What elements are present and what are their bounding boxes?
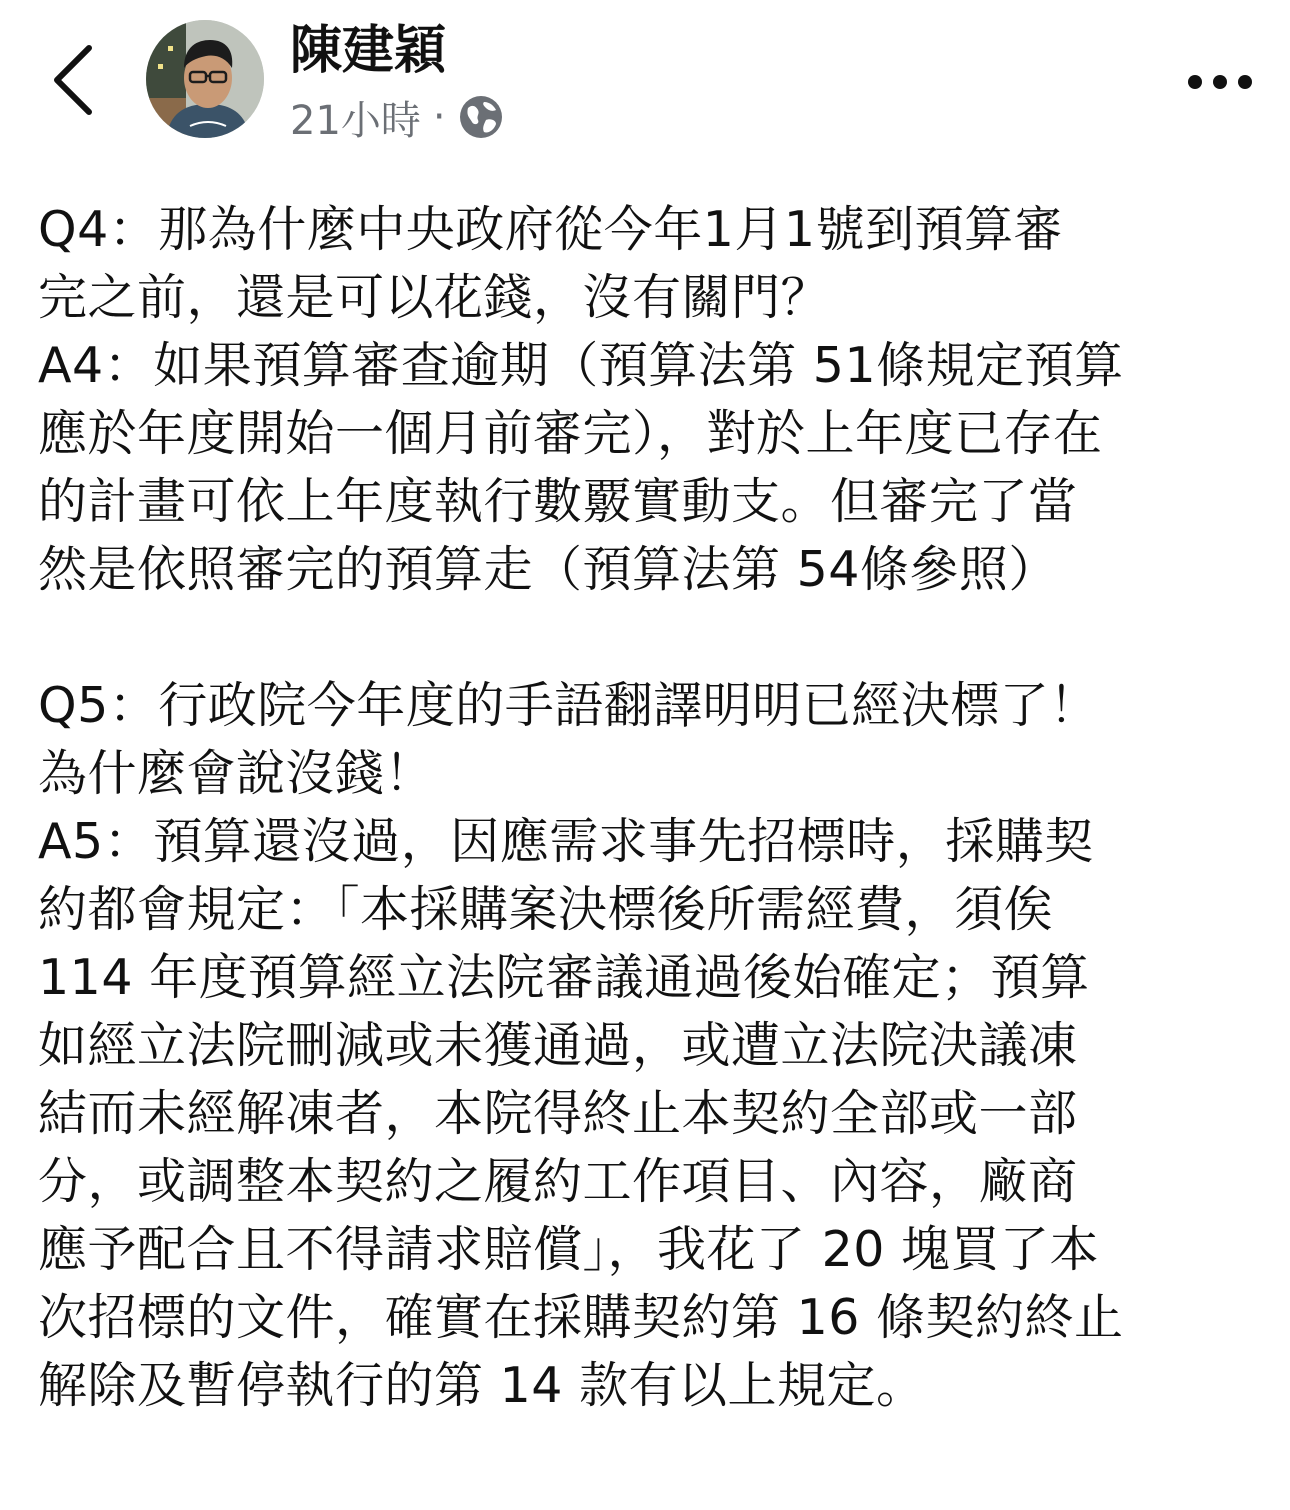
text-line: 為什麼會說沒錢！ bbox=[38, 745, 435, 802]
post-body bbox=[38, 196, 1268, 1420]
globe-icon bbox=[458, 94, 504, 140]
chevron-left-icon bbox=[51, 44, 95, 116]
post-timestamp[interactable]: 21小時 bbox=[290, 97, 421, 144]
answer-5 bbox=[38, 808, 1268, 1420]
text-line: 次招標的文件，確實在採購契約第 16 條契約終止 bbox=[38, 1289, 1124, 1346]
text-line: 114 年度預算經立法院審議通過後始確定；預算 bbox=[38, 949, 1090, 1006]
question-4 bbox=[38, 196, 1268, 332]
profile-photo bbox=[146, 20, 264, 138]
author-name[interactable]: 陳建穎 bbox=[290, 21, 447, 81]
text-line: 完之前，還是可以花錢，沒有關門？ bbox=[38, 269, 831, 326]
answer-4 bbox=[38, 332, 1268, 604]
text-line: 應予配合且不得請求賠償」，我花了 20 塊買了本 bbox=[38, 1221, 1100, 1278]
meta-separator: · bbox=[432, 94, 446, 140]
text-line: A5：預算還沒過，因應需求事先招標時，採購契 bbox=[38, 813, 1094, 870]
post-header bbox=[0, 0, 1290, 160]
text-line: Q5：行政院今年度的手語翻譯明明已經決標了！ bbox=[38, 677, 1099, 734]
text-line: 應於年度開始一個月前審完），對於上年度已存在 bbox=[38, 405, 1103, 462]
post-meta bbox=[290, 88, 504, 146]
text-line: 解除及暫停執行的第 14 款有以上規定。 bbox=[38, 1357, 926, 1414]
text-line: Q4：那為什麼中央政府從今年1月1號到預算審 bbox=[38, 201, 1064, 258]
more-horizontal-icon bbox=[1187, 74, 1253, 90]
text-line: 結而未經解凍者，本院得終止本契約全部或一部 bbox=[38, 1085, 1078, 1142]
text-line: 約都會規定：「本採購案決標後所需經費，須俟 bbox=[38, 881, 1054, 938]
more-options-button[interactable] bbox=[1180, 56, 1260, 108]
question-5 bbox=[38, 672, 1268, 808]
text-line: 然是依照審完的預算走（預算法第 54條參照） bbox=[38, 541, 1058, 598]
back-button[interactable] bbox=[40, 40, 106, 120]
text-line: 分，或調整本契約之履約工作項目、內容，廠商 bbox=[38, 1153, 1078, 1210]
avatar[interactable] bbox=[146, 20, 264, 138]
paragraph-gap bbox=[38, 604, 1268, 672]
text-line: A4：如果預算審查逾期（預算法第 51條規定預算 bbox=[38, 337, 1124, 394]
text-line: 的計畫可依上年度執行數覈實動支。但審完了當 bbox=[38, 473, 1078, 530]
text-line: 如經立法院刪減或未獲通過，或遭立法院決議凍 bbox=[38, 1017, 1078, 1074]
